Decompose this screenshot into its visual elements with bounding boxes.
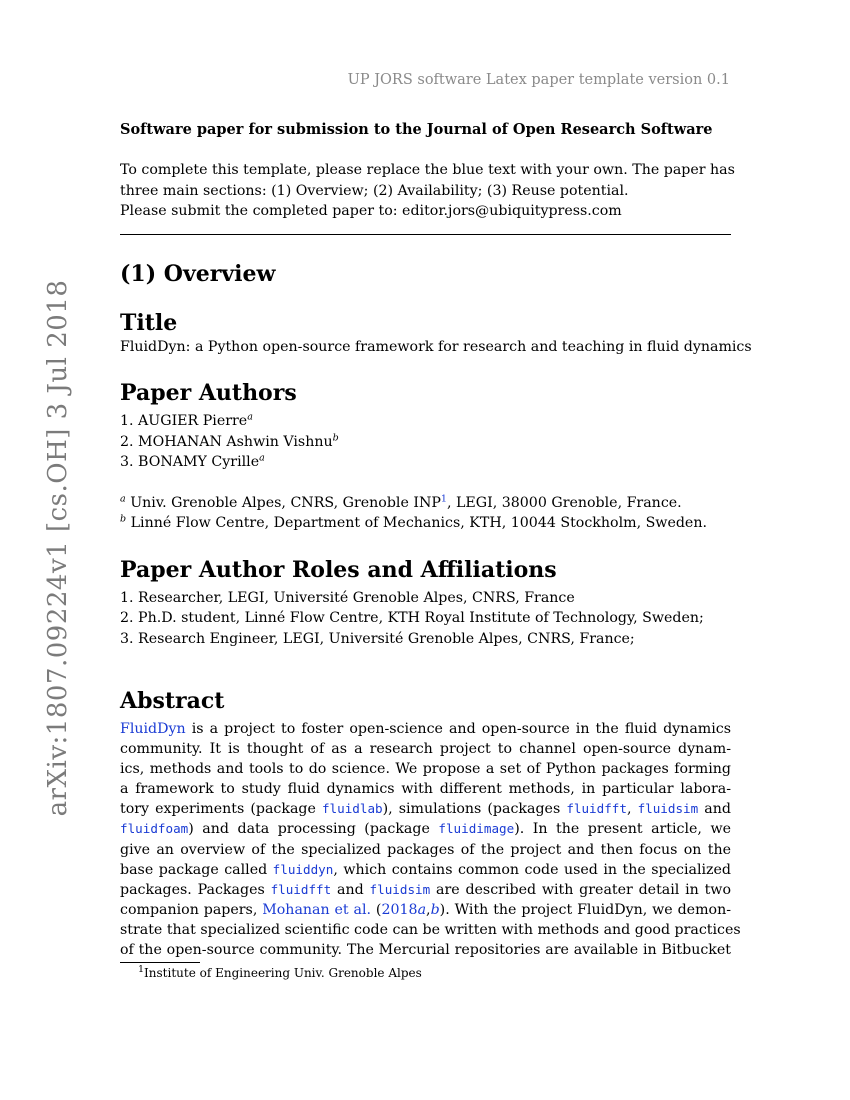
abstract-line: fluidfoam) and data processing (package fluidimage). In the present article, we	[120, 821, 731, 838]
package-fluidfoam: fluidfoam	[120, 821, 189, 837]
citation-b-link[interactable]: b	[430, 901, 440, 918]
main-column	[120, 120, 752, 960]
package-fluiddyn: fluiddyn	[272, 861, 334, 877]
abstract-line: tory experiments (package fluidlab), simulations (packages fluidfft, fluidsim and	[120, 801, 731, 818]
citation-year-link[interactable]: 2018	[381, 901, 418, 918]
citation-link[interactable]: Mohanan et al.	[262, 901, 372, 918]
horizontal-rule	[120, 234, 731, 235]
instructions-line-1: To complete this template, please replace the blue text with your own. The paper has	[120, 162, 735, 178]
citation-a-link[interactable]: a	[417, 901, 427, 918]
author-item: 1. AUGIER Pierre$^a$	[120, 411, 253, 429]
submission-title: Software paper for submission to the Journal of Open Research Software	[120, 121, 713, 138]
abstract-line: of the open-source community. The Mercurial repositories are available in Bitbucket	[120, 942, 731, 959]
abstract-line: ics, methods and tools to do science. We propose a set of Python packages forming	[120, 761, 731, 778]
authors-list	[120, 411, 731, 473]
abstract-line: a framework to study fluid dynamics with different methods, in particular labora-	[120, 781, 731, 798]
author-item: 2. MOHANAN Ashwin Vishnu$^b$	[120, 431, 339, 450]
role-item: 2. Ph.D. student, Linné Flow Centre, KTH Royal Institute of Technology, Sweden;	[120, 610, 704, 626]
roles-heading: Paper Author Roles and Affiliations	[120, 556, 557, 583]
template-version-header: UP JORS software Latex paper template version 0.1	[347, 72, 730, 88]
package-fluidsim: fluidsim	[369, 881, 431, 897]
package-fluidimage: fluidimage	[438, 821, 515, 837]
arxiv-identifier-stamp: arXiv:1807.09224v1 [cs.OH] 3 Jul 2018	[43, 279, 73, 817]
author-item: 3. BONAMY Cyrille$^a$	[120, 452, 265, 470]
footnote-marker[interactable]: 1	[440, 492, 447, 504]
abstract-line: give an overview of the specialized packages of the project and then focus on the	[120, 841, 731, 858]
abstract-heading: Abstract	[120, 688, 225, 714]
package-fluidsim: fluidsim	[637, 801, 699, 817]
fluiddyn-link[interactable]: FluidDyn	[120, 721, 186, 737]
affiliation-b: $^b$ Linné Flow Centre, Department of Mechanics, KTH, 10044 Stockholm, Sweden.	[120, 513, 707, 531]
abstract-text	[120, 719, 741, 960]
instructions-line-3: Please submit the completed paper to: editor.jors@ubiquitypress.com	[120, 203, 622, 219]
authors-heading: Paper Authors	[120, 380, 297, 406]
roles-list	[120, 588, 731, 650]
abstract-line: FluidDyn is a project to foster open-science and open-source in the fluid dynamics	[120, 721, 731, 737]
footnote: $^1$Institute of Engineering Univ. Grenoble Alpes	[138, 964, 422, 980]
paper-title-text: FluidDyn: a Python open-source framework for research and teaching in fluid dynamics	[120, 338, 752, 355]
role-item: 3. Research Engineer, LEGI, Université Grenoble Alpes, CNRS, France;	[120, 630, 635, 647]
role-item: 1. Researcher, LEGI, Université Grenoble Alpes, CNRS, France	[120, 589, 575, 606]
package-fluidlab: fluidlab	[321, 801, 383, 817]
package-fluidfft: fluidfft	[566, 801, 627, 817]
package-fluidfft: fluidfft	[270, 881, 332, 897]
template-instructions	[120, 160, 735, 222]
abstract-line: packages. Packages fluidfft and fluidsim are described with greater detail in two	[120, 881, 731, 898]
abstract-line: base package called fluiddyn, which contains common code used in the specialized	[120, 861, 731, 878]
affiliations	[120, 493, 731, 534]
affiliation-a: $^a$ Univ. Grenoble Alpes, CNRS, Grenoble INP$^1$, LEGI, 38000 Grenoble, France.	[120, 492, 682, 511]
title-heading: Title	[120, 309, 178, 336]
instructions-line-2: three main sections: (1) Overview; (2) Availability; (3) Reuse potential.	[120, 182, 629, 199]
footnote-rule	[120, 962, 200, 963]
section-overview-heading: (1) Overview	[120, 260, 276, 287]
abstract-line: community. It is thought of as a research project to channel open-source dynam-	[120, 741, 731, 758]
abstract-line: strate that specialized scientific code can be written with methods and good practices	[120, 921, 741, 938]
abstract-line: companion papers, Mohanan et al. (2018a,b). With the project FluidDyn, we demon-	[120, 901, 731, 918]
